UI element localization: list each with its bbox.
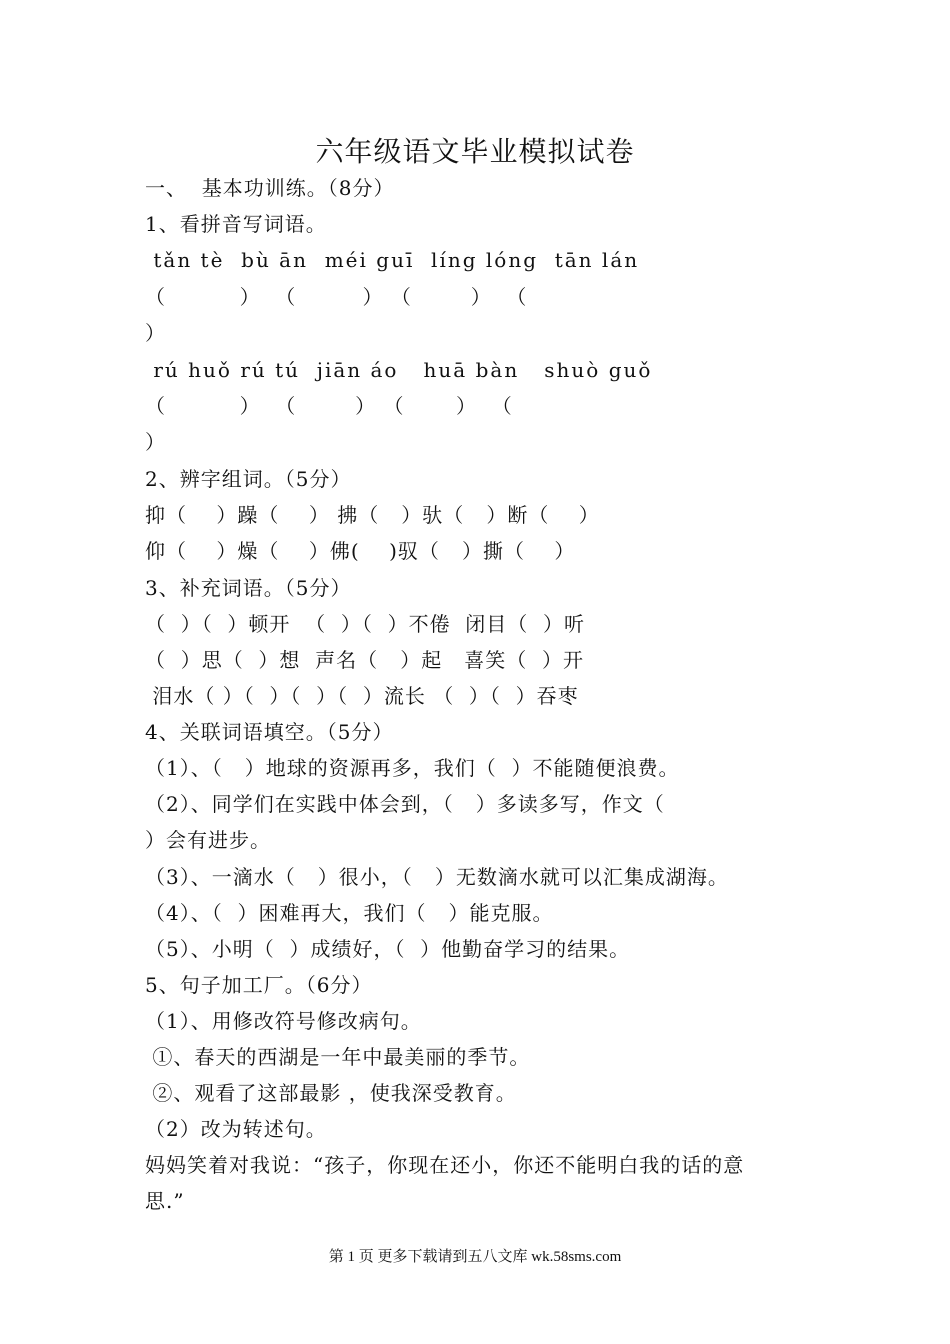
pinyin-row-2: rú huǒ rú tú jiān áo huā bàn shuò guǒ — [145, 358, 653, 382]
question-1-heading: 1、看拼音写词语。 — [145, 212, 327, 236]
character-row-1: 抑（ ）躁（ ） 拂（ ）驮（ ）断（ ） — [145, 503, 600, 527]
question-2-heading: 2、辨字组词。（5分） — [145, 467, 352, 491]
conjunction-item-4: （4）、（ ）困难再大，我们（ ）能克服。 — [145, 901, 554, 925]
question-3-heading: 3、补充词语。（5分） — [145, 576, 352, 600]
sentence-item-2: ②、观看了这部最影 ，使我深受教育。 — [145, 1081, 517, 1105]
question-5-heading: 5、句子加工厂。（6分） — [145, 973, 373, 997]
answer-blanks-row-1: （ ） （ ） （ ） （ — [145, 285, 528, 309]
answer-blank-wrap-2: ） — [145, 430, 166, 454]
idiom-row-2: （ ）思（ ）想 声名（ ）起 喜笑（ ）开 — [145, 648, 585, 672]
page-footer: 第 1 页 更多下载请到五八文库 wk.58sms.com — [328, 1249, 622, 1265]
sentence-item-1: ①、春天的西湖是一年中最美丽的季节。 — [145, 1045, 531, 1069]
idiom-row-1: （ ）（ ）顿开 （ ）（ ）不倦 闭目（ ）听 — [145, 612, 586, 636]
sentence-task-2: （2）改为转述句。 — [145, 1117, 327, 1141]
section-heading-basics: 一、 基本功训练。（8分） — [145, 176, 395, 200]
conjunction-item-1: （1）、（ ）地球的资源再多，我们（ ）不能随便浪费。 — [145, 756, 680, 780]
page-title: 六年级语文毕业模拟试卷 — [315, 135, 635, 168]
answer-blanks-row-2: （ ） （ ） （ ） （ — [145, 394, 513, 418]
quote-sentence: 妈妈笑着对我说：“孩子，你现在还小，你还不能明白我的话的意 — [145, 1153, 745, 1177]
pinyin-row-1: tǎn tè bù ān méi guī líng lóng tān lán — [145, 248, 640, 272]
conjunction-item-3: （3）、一滴水（ ）很小，（ ）无数滴水就可以汇集成湖海。 — [145, 865, 729, 889]
conjunction-item-5: （5）、小明（ ）成绩好，（ ）他勤奋学习的结果。 — [145, 937, 631, 961]
sentence-task-1: （1）、用修改符号修改病句。 — [145, 1009, 422, 1033]
question-4-heading: 4、关联词语填空。（5分） — [145, 720, 394, 744]
character-row-2: 仰（ ）燥（ ）佛( )驭（ ）撕（ ） — [145, 539, 576, 563]
answer-blank-wrap-1: ） — [145, 321, 166, 345]
idiom-row-3: 泪水（ ）（ ）（ ）（ ）流长 （ ）（ ）吞枣 — [145, 684, 579, 708]
conjunction-item-2-wrap: ）会有进步。 — [145, 828, 271, 852]
conjunction-item-2: （2）、同学们在实践中体会到，（ ）多读多写，作文（ — [145, 792, 665, 816]
quote-sentence-wrap: 思.” — [145, 1189, 185, 1213]
